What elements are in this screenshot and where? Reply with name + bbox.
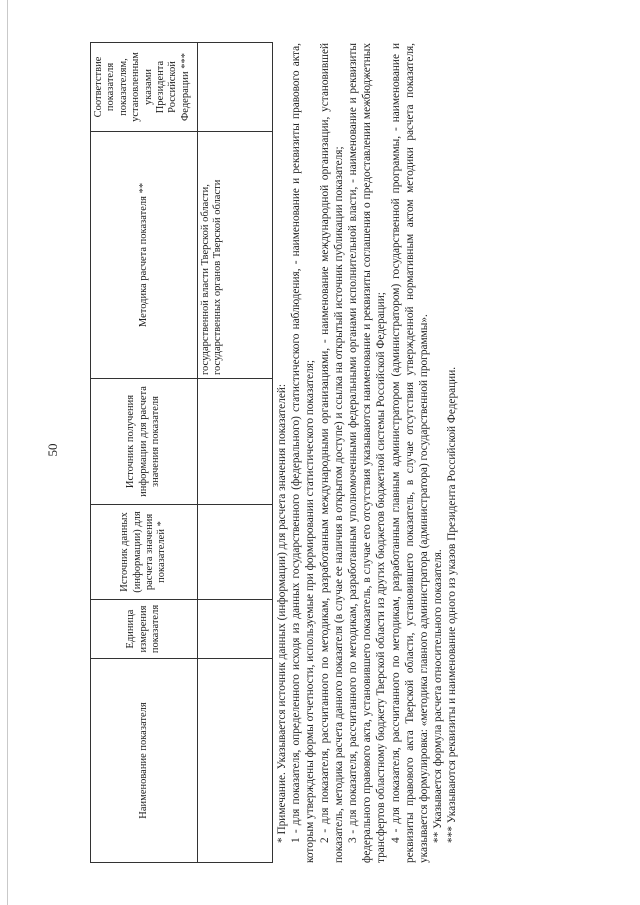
note-intro: * Примечание. Указывается источник данных (информации) для расчета значения показателей: (276, 383, 288, 843)
cell-info-source (198, 379, 273, 505)
header-info-source: Источник получения информации для расчета значения показателя (91, 379, 198, 505)
indicators-table (90, 42, 273, 863)
note-formula: ** Указывается формула расчета относительного показателя. (432, 549, 445, 843)
note-item-2: 2 - для показателя, рассчитанного по методикам, разработанным международными организациями, - наименование международной организации, установившей показатель, методика расчета данного показателя (в случае ее наличия в открытом доступе) и ссылка на открытый источник публикации показателя; (318, 43, 345, 863)
header-data-source: Источник данных (информации) для расчета значения показателей * (91, 505, 198, 600)
footnotes (275, 43, 460, 863)
cell-indicator-name (198, 659, 273, 863)
header-unit: Единица измерения показателя (91, 600, 198, 659)
header-decree-conformity: Соответствие показателя показателям, установленным указами Президента Российской Федерации *** (91, 43, 198, 132)
page-number: 50 (45, 443, 60, 457)
header-indicator-name: Наименование показателя (91, 659, 198, 863)
note-decree: *** Указываются реквизиты и наименование одного из указов Президента Российской Федерации. (446, 366, 459, 843)
note-item-1: 1 - для показателя, определенного исходя из данных государственного (федерального) статистического наблюдения, - наименование и реквизиты правового акта, которым утверждены формы отчетности, используемые при формировании статистического показателя; (290, 43, 317, 863)
table-header-row (91, 43, 198, 863)
cell-data-source (198, 505, 273, 600)
header-methodology: Методика расчета показателя ** (91, 132, 198, 379)
cell-methodology: государственной власти Тверской области, государственных органов Тверской области (198, 132, 273, 379)
table-row (198, 43, 273, 863)
cell-unit (198, 600, 273, 659)
note-item-3: 3 - для показателя, рассчитанного по методикам, разработанным уполномоченными федеральными органами исполнительной власти, - наименование и реквизиты федерального правового акта, установившего показатель, в случае его отсутствия указываются наименование и реквизиты соглашения о предоставлении межбюджетных трансфертов областному бюджету Тверской области из других бюджетов бюджетной системы Российской Федерации; (347, 43, 388, 863)
note-item-4: 4 - для показателя, рассчитанного по методикам, разработанным главным администратором (администратором) государственной программы, - наименование и реквизиты правового акта Тверской области, установившего показатель, в случае отсутствия утвержденной нормативным актом методики расчета показателя, указывается формулировка: «методика главного администратора (администратора) государственной программы». (389, 43, 431, 863)
cell-decree-conformity (198, 43, 273, 132)
